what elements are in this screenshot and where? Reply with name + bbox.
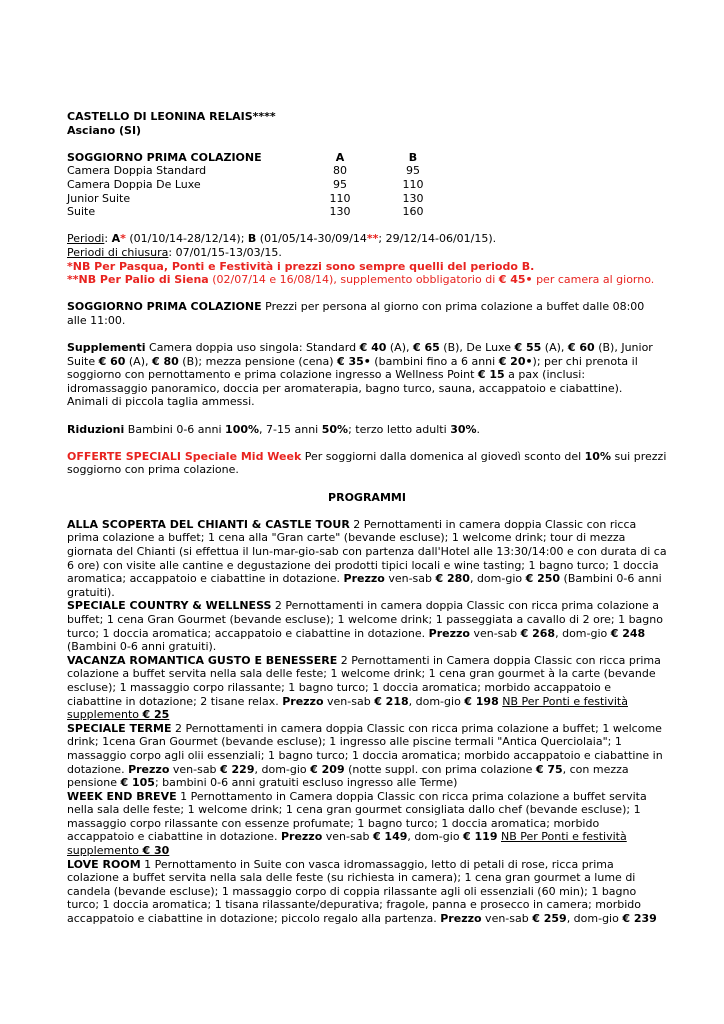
- supp-price: € 15: [477, 368, 505, 382]
- rates-header-label: SOGGIORNO PRIMA COLAZIONE: [67, 150, 262, 164]
- hotel-name: CASTELLO DI LEONINA RELAIS****: [67, 110, 276, 123]
- period-b-code: B: [247, 232, 257, 246]
- breakfast-label: SOGGIORNO PRIMA COLAZIONE: [67, 300, 262, 314]
- program-price: € 119: [463, 830, 498, 844]
- period-b-dates-2: ; 29/12/14-06/01/15).: [378, 232, 497, 246]
- program-weekend: [67, 790, 667, 858]
- table-row: [67, 205, 453, 219]
- supplements-paragraph: [67, 341, 667, 409]
- nb-palio-text: (02/07/14 e 16/08/14), supplemento obbligatorio di: [208, 273, 499, 287]
- room-name: Suite: [67, 205, 96, 219]
- program-nb-price: € 30: [142, 844, 170, 858]
- supp-text: (B); mezza pensione (cena): [178, 354, 337, 368]
- prezzo-label: Prezzo: [428, 626, 470, 640]
- program-loveroom: [67, 858, 667, 926]
- programmi-heading: PROGRAMMI: [328, 490, 406, 504]
- program-title: LOVE ROOM: [67, 857, 141, 871]
- rates-header-row: [67, 151, 453, 165]
- period-a-dates: (01/10/14-28/12/14);: [125, 232, 248, 246]
- program-price: € 250: [525, 572, 561, 586]
- program-text: ven-sab: [323, 694, 375, 708]
- table-row: [67, 192, 453, 206]
- disc-value: 30%: [450, 422, 477, 436]
- closure-line: [67, 246, 667, 260]
- rates-header-col-b: B: [408, 150, 418, 164]
- program-text: ven-sab: [169, 762, 221, 776]
- supp-price: € 40: [359, 341, 387, 355]
- rate-b: 130: [402, 191, 424, 205]
- table-row: [67, 178, 453, 192]
- period-b-dstar: **: [366, 232, 379, 246]
- program-text: 2 Pernottamenti in camera doppia Classic con ricca prima colazione a buffet; 1 welcome drink; 1cena Gran Gourmet (bevande escluse); 1 ingresso alle piscine termali "Antica Querciolaia"; 1 massaggio corpo agli olii essenziali; 1 bagno turco; 1 doccia aromatica; morbido accappatoio e ciabattine in dotazione.: [67, 721, 663, 776]
- program-romantica: [67, 654, 667, 722]
- program-price: € 75: [535, 762, 563, 776]
- table-row: [67, 164, 453, 178]
- program-price: € 209: [310, 762, 345, 776]
- offers-label: OFFERTE SPECIALI Speciale Mid Week: [67, 449, 302, 463]
- period-b-dates-1: (01/05/14-30/09/14: [256, 232, 367, 246]
- periods-label: Periodi: [67, 232, 105, 246]
- program-price: € 218: [374, 694, 409, 708]
- supp-text: a pax (inclusi: idromassaggio panoramico, doccia per aromaterapia, bagno turco, sauna, accappatoio e ciabattine). Animali di piccola taglia ammessi.: [67, 368, 623, 409]
- disc-value: 100%: [225, 422, 260, 436]
- rate-b: 160: [402, 205, 424, 219]
- rates-header-col-a: A: [335, 150, 345, 164]
- program-nb-price: € 25: [142, 708, 170, 722]
- supp-text: (A),: [125, 354, 152, 368]
- program-price: € 239: [622, 912, 657, 926]
- program-title: SPECIALE COUNTRY & WELLNESS: [67, 599, 272, 613]
- program-text: , dom-gio: [254, 762, 311, 776]
- program-text: ; bambini 0-6 anni gratuiti escluso ingresso alle Terme): [154, 776, 458, 790]
- rates-table: [67, 151, 453, 219]
- program-price: € 280: [435, 572, 470, 586]
- program-text: 2 Pernottamenti in Camera doppia Classic con ricca prima colazione a buffet servita nella sala delle feste; 1 welcome drink; 1 cena gran gourmet à la carte (bevande escluse); 1 massaggio corpo rilassante; 1 bagno turco; 1 doccia aromatica; morbido accappatoio e ciabattine in dotazione; 2 tisane relax.: [67, 653, 661, 708]
- supp-price: € 35•: [336, 354, 371, 368]
- nb-palio-end: per camera al giorno.: [532, 273, 655, 287]
- offers-text: Per soggiorni dalla domenica al giovedì sconto del: [301, 449, 585, 463]
- periods-sep: :: [104, 232, 112, 246]
- breakfast-text: Prezzi per persona al giorno con prima colazione a buffet dalle 08:00 alle 11:00.: [67, 300, 645, 327]
- program-price: € 248: [610, 626, 646, 640]
- program-text: (notte suppl. con prima colazione: [344, 762, 536, 776]
- nb-palio-price: € 45•: [498, 273, 533, 287]
- program-price: € 259: [532, 912, 567, 926]
- supp-price: € 60: [567, 341, 595, 355]
- discounts-label: Riduzioni: [67, 422, 125, 436]
- program-text: , dom-gio: [407, 830, 464, 844]
- supp-price: € 80: [152, 354, 179, 368]
- discounts-paragraph: [67, 423, 667, 437]
- program-text: 1 Pernottamento in Suite con vasca idromassaggio, letto di petali di rose, ricca prima colazione a buffet servita nella sala delle feste (su richiesta in camera); 1 cena gran gourmet a lume di candela (bevande escluse); 1 massaggio corpo di coppia rilassante agli oli essenziali (60 min); 1 bagno turco; 1 doccia aromatica; 1 tisana rilassante/depurativa; fragole, panna e prosecco in camera; morbido accappatoio e ciabattine in dotazione; piccolo regalo alla partenza.: [67, 857, 642, 926]
- supp-text: (B), Junior Suite: [67, 341, 653, 368]
- program-title: SPECIALE TERME: [67, 721, 172, 735]
- program-title: ALLA SCOPERTA DEL CHIANTI & CASTLE TOUR: [67, 517, 350, 531]
- supp-text: (A),: [541, 341, 568, 355]
- document-page: [67, 110, 667, 926]
- program-text: 2 Pernottamenti in camera doppia Classic con ricca prima colazione a buffet; 1 cena Gran Gourmet (bevande escluse); 1 welcome drink; 1 passeggiata a cavallo di 2 ore; 1 bagno turco; 1 doccia aromatica; accappatoio e ciabattine in dotazione.: [67, 599, 663, 640]
- prezzo-label: Prezzo: [343, 572, 385, 586]
- program-title: WEEK END BREVE: [67, 789, 177, 803]
- prezzo-label: Prezzo: [128, 762, 170, 776]
- supp-text: (bambini fino a 6 anni: [370, 354, 499, 368]
- closure-label: Periodi di chiusura: [67, 245, 169, 259]
- offers-value: 10%: [584, 449, 611, 463]
- program-text: , dom-gio: [469, 572, 526, 586]
- program-text: , dom-gio: [555, 626, 611, 640]
- hotel-location: Asciano (SI): [67, 123, 142, 137]
- supp-text: Camera doppia uso singola: Standard: [145, 341, 360, 355]
- prezzo-label: Prezzo: [282, 694, 324, 708]
- program-terme: [67, 722, 667, 790]
- room-name: Junior Suite: [67, 191, 131, 205]
- prezzo-label: Prezzo: [440, 912, 482, 926]
- disc-value: 50%: [321, 422, 349, 436]
- disc-text: ; terzo letto adulti: [348, 422, 451, 436]
- program-text: ven-sab: [469, 626, 521, 640]
- program-nb-text: NB Per Ponti e festività supplemento: [67, 694, 628, 722]
- program-text: , dom-gio: [408, 694, 465, 708]
- program-text: 2 Pernottamenti in camera doppia Classic con ricca prima colazione a buffet; 1 cena alla "Gran carte" (bevande escluse); 1 welcome drink; tour di mezza giornata del Chianti (si effettua il lun-mar-gio-sab con partenza dall'Hotel alle 13:30/14:00 e con durata di ca 6 ore) con visite alle cantine e degustazione dei prodotti tipici locali e wine tasting; 1 bagno turco; 1 doccia aromatica; accappatoio e ciabattine in dotazione.: [67, 517, 667, 586]
- breakfast-paragraph: [67, 300, 667, 327]
- program-text: ven-sab: [384, 572, 436, 586]
- room-name: Camera Doppia De Luxe: [67, 177, 201, 191]
- program-country: [67, 599, 667, 653]
- supp-text: (A),: [386, 341, 413, 355]
- supp-price: € 55: [514, 341, 542, 355]
- closure-text: : 07/01/15-13/03/15.: [168, 245, 282, 259]
- supp-price: € 20•: [498, 354, 533, 368]
- supp-text: ); per chi prenota il soggiorno con pernottamento e prima colazione ingresso a Wellness Point: [67, 354, 638, 382]
- program-price: € 198: [464, 694, 499, 708]
- program-text: , con mezza pensione: [67, 762, 629, 790]
- supp-price: € 65: [413, 341, 440, 355]
- disc-text: Bambini 0-6 anni: [124, 422, 226, 436]
- disc-text: , 7-15 anni: [259, 422, 322, 436]
- periods-line: [67, 232, 667, 246]
- program-title: VACANZA ROMANTICA GUSTO E BENESSERE: [67, 653, 338, 667]
- room-name: Camera Doppia Standard: [67, 164, 207, 178]
- supp-text: (B), De Luxe: [439, 341, 515, 355]
- program-text: , dom-gio: [566, 912, 623, 926]
- program-price: € 268: [520, 626, 556, 640]
- rate-a: 95: [333, 177, 347, 191]
- program-nb-text: NB Per Ponti e festività supplemento: [67, 830, 627, 858]
- period-a-code: A: [111, 232, 121, 246]
- rate-a: 130: [329, 205, 351, 219]
- program-text: 1 Pernottamento in Camera doppia Classic con ricca prima colazione a buffet servita nella sala delle feste; 1 welcome drink; 1 cena gran gourmet consigliata dallo chef (bevande escluse); 1 massaggio corpo rilassante con essenze profumate; 1 bagno turco; 1 doccia aromatica; morbido accappatoio e ciabattine in dotazione.: [67, 789, 647, 844]
- supp-price: € 60: [98, 354, 126, 368]
- program-chianti: [67, 518, 667, 600]
- offers-text: sui prezzi soggiorno con prima colazione.: [67, 449, 667, 477]
- rate-a: 80: [333, 164, 347, 178]
- rate-b: 110: [402, 177, 424, 191]
- program-price: € 149: [372, 830, 408, 844]
- offers-paragraph: [67, 450, 667, 477]
- nb-palio: [67, 273, 667, 287]
- program-price: € 229: [220, 762, 255, 776]
- program-text: (Bambini 0-6 anni gratuiti).: [67, 572, 662, 599]
- prezzo-label: Prezzo: [280, 830, 323, 844]
- program-text: (Bambini 0-6 anni gratuiti).: [67, 640, 217, 654]
- period-a-star: *: [120, 232, 126, 246]
- supplements-label: Supplementi: [67, 341, 146, 355]
- program-text: ven-sab: [322, 830, 373, 844]
- nb-palio-label: **NB Per Palio di Siena: [67, 273, 209, 287]
- rate-a: 110: [329, 191, 351, 205]
- program-text: ven-sab: [481, 912, 533, 926]
- nb-easter: *NB Per Pasqua, Ponti e Festività i prezzi sono sempre quelli del periodo B.: [67, 259, 535, 273]
- program-price: € 105: [120, 776, 155, 790]
- disc-text: .: [476, 422, 481, 436]
- rate-b: 95: [406, 164, 420, 178]
